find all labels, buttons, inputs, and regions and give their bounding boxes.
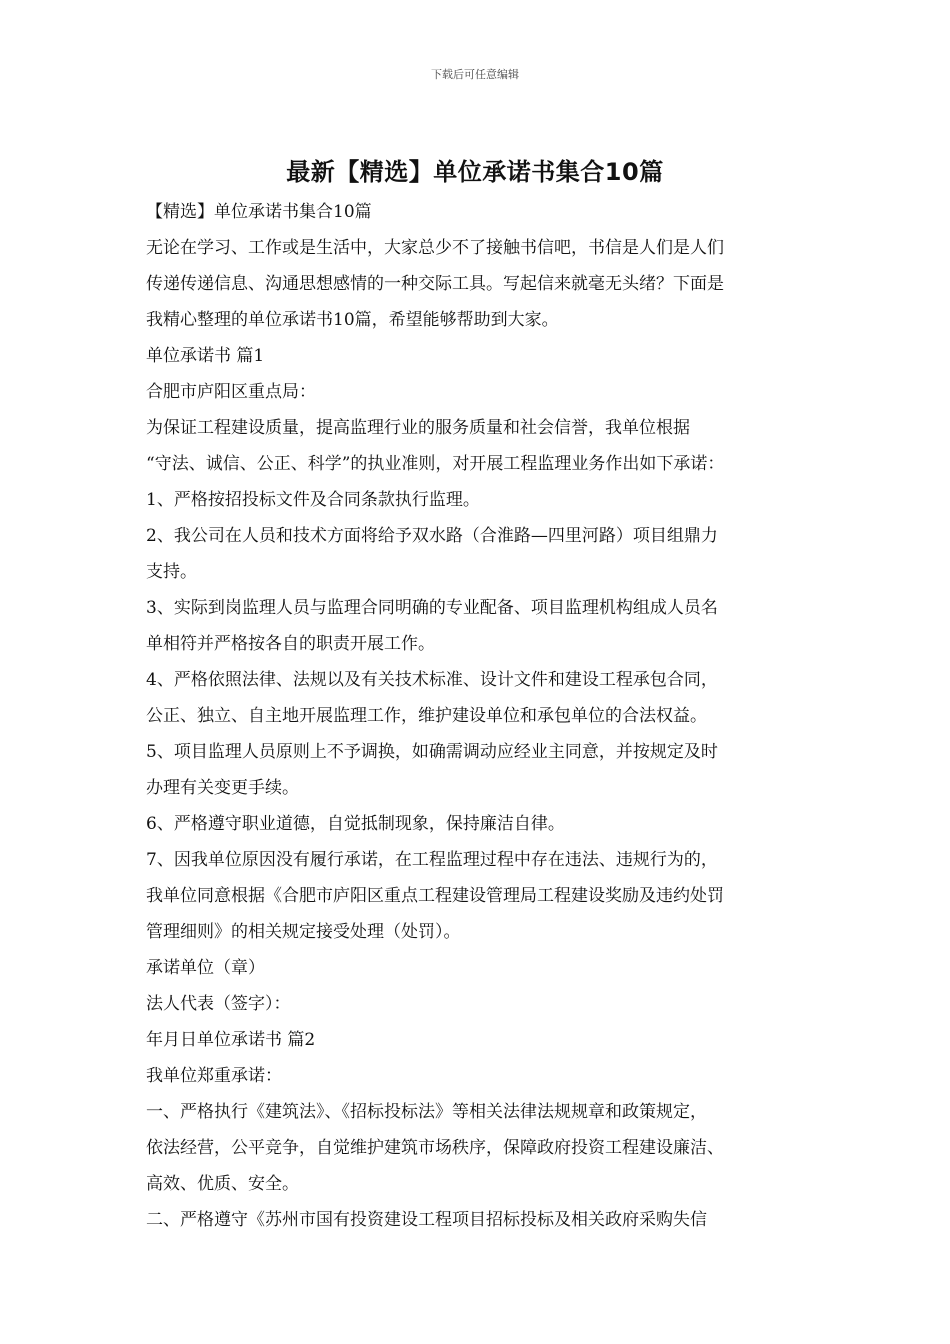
text-line: 无论在学习、工作或是生活中，大家总少不了接触书信吧，书信是人们是人们: [146, 238, 724, 258]
section-heading-2: 年月日单位承诺书 篇2: [146, 1030, 316, 1050]
text-line: 我单位郑重承诺：: [146, 1066, 282, 1086]
text-line: 我精心整理的单位承诺书10篇，希望能够帮助到大家。: [146, 310, 559, 330]
text-line: 【精选】单位承诺书集合10篇: [146, 202, 372, 222]
text-line: 依法经营，公平竞争，自觉维护建筑市场秩序，保障政府投资工程建设廉洁、: [146, 1138, 724, 1158]
signature-representative-line: 法人代表（签字）：: [146, 994, 291, 1014]
text-line: 合肥市庐阳区重点局：: [146, 382, 316, 402]
text-line: 公正、独立、自主地开展监理工作，维护建设单位和承包单位的合法权益。: [146, 706, 707, 726]
text-line: 为保证工程建设质量，提高监理行业的服务质量和社会信誉，我单位根据: [146, 418, 690, 438]
text-line: 二、严格遵守《苏州市国有投资建设工程项目招标投标及相关政府采购失信: [146, 1210, 707, 1230]
text-line: 4、严格依照法律、法规以及有关技术标准、设计文件和建设工程承包合同，: [146, 670, 718, 690]
text-line: 一、严格执行《建筑法》、《招标投标法》等相关法律法规规章和政策规定，: [146, 1102, 707, 1122]
text-line: “守法、诚信、公正、科学”的执业准则，对开展工程监理业务作出如下承诺：: [146, 454, 725, 474]
text-line: 办理有关变更手续。: [146, 778, 299, 798]
document-body: [146, 196, 814, 1240]
text-line: 传递传递信息、沟通思想感情的一种交际工具。写起信来就毫无头绪？下面是: [146, 274, 724, 294]
text-line: 6、严格遵守职业道德，自觉抵制现象，保持廉洁自律。: [146, 814, 565, 834]
text-line: 7、因我单位原因没有履行承诺，在工程监理过程中存在违法、违规行为的，: [146, 850, 718, 870]
text-line: 2、我公司在人员和技术方面将给予双水路（合淮路—四里河路）项目组鼎力: [146, 526, 718, 546]
text-line: 1、严格按招投标文件及合同条款执行监理。: [146, 490, 480, 510]
document-title: 最新【精选】单位承诺书集合10篇: [286, 158, 664, 186]
text-line: 单相符并严格按各自的职责开展工作。: [146, 634, 435, 654]
section-heading-1: 单位承诺书 篇1: [146, 346, 265, 366]
page-header-note: 下载后可任意编辑: [431, 68, 519, 81]
text-line: 支持。: [146, 562, 197, 582]
text-line: 5、项目监理人员原则上不予调换，如确需调动应经业主同意，并按规定及时: [146, 742, 718, 762]
text-line: 我单位同意根据《合肥市庐阳区重点工程建设管理局工程建设奖励及违约处罚: [146, 886, 724, 906]
text-line: 高效、优质、安全。: [146, 1174, 299, 1194]
text-line: 3、实际到岗监理人员与监理合同明确的专业配备、项目监理机构组成人员名: [146, 598, 718, 618]
text-line: 管理细则》的相关规定接受处理（处罚）。: [146, 922, 461, 942]
signature-unit-line: 承诺单位（章）: [146, 958, 265, 978]
